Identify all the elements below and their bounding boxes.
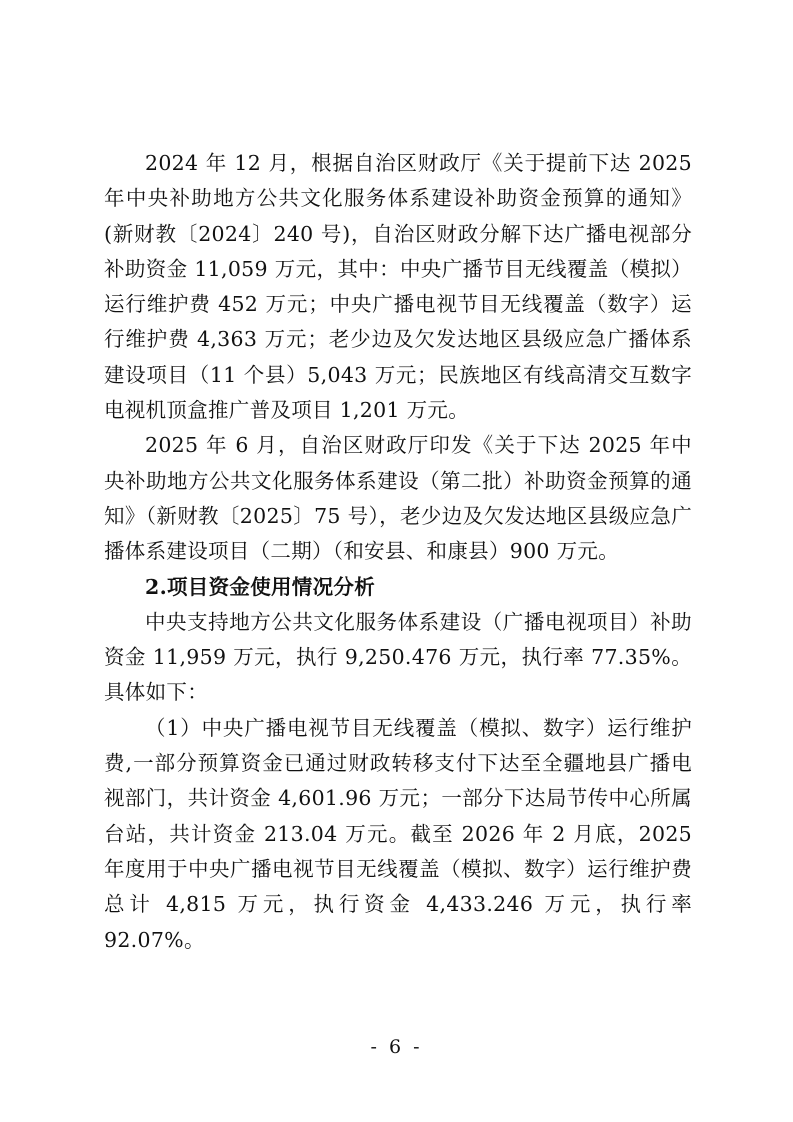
paragraph-operation-maintenance: （1）中央广播电视节目无线覆盖（模拟、数字）运行维护费,一部分预算资金已通过财政转移支付下达至全疆地县广播电视部门，共计资金 4,601.96 万元；一部分下达局节传中心所属台站，共计资金 213.04 万元。截至 2026 年 2 月底，2025 年度用于中央广播电视节目无线覆盖（模拟、数字）运行维护费总计 4,815 万元，执行资金 4,433.246 万元，执行率 92.07%。: [104, 715, 692, 952]
paragraph-fund-summary: 中央支持地方公共文化服务体系建设（广播电视项目）补助资金 11,959 万元，执行 9,250.476 万元，执行率 77.35%。具体如下：: [104, 609, 692, 705]
paragraph-budget-allocation-2025: 2025 年 6 月，自治区财政厅印发《关于下达 2025 年中央补助地方公共文化服务体系建设（第二批）补助资金预算的通知》（新财教〔2025〕75 号），老少边及欠发达地区县级应急广播体系建设项目（二期）（和安县、和康县）900 万元。: [104, 433, 692, 564]
page-number: - 6 -: [370, 1036, 423, 1058]
paragraph-budget-allocation-2024: 2024 年 12 月，根据自治区财政厅《关于提前下达 2025 年中央补助地方公共文化服务体系建设补助资金预算的通知》(新财教〔2024〕240 号)，自治区财政分解下达广播电视部分补助资金 11,059 万元，其中：中央广播节目无线覆盖（模拟）运行维护费 452 万元；中央广播电视节目无线覆盖（数字）运行维护费 4,363 万元；老少边及欠发达地区县级应急广播体系建设项目（11 个县）5,043 万元；民族地区有线高清交互数字电视机顶盒推广普及项目 1,201 万元。: [104, 151, 692, 423]
document-body: [104, 146, 692, 958]
section-heading-fund-usage: 2.项目资金使用情况分析: [145, 574, 376, 599]
